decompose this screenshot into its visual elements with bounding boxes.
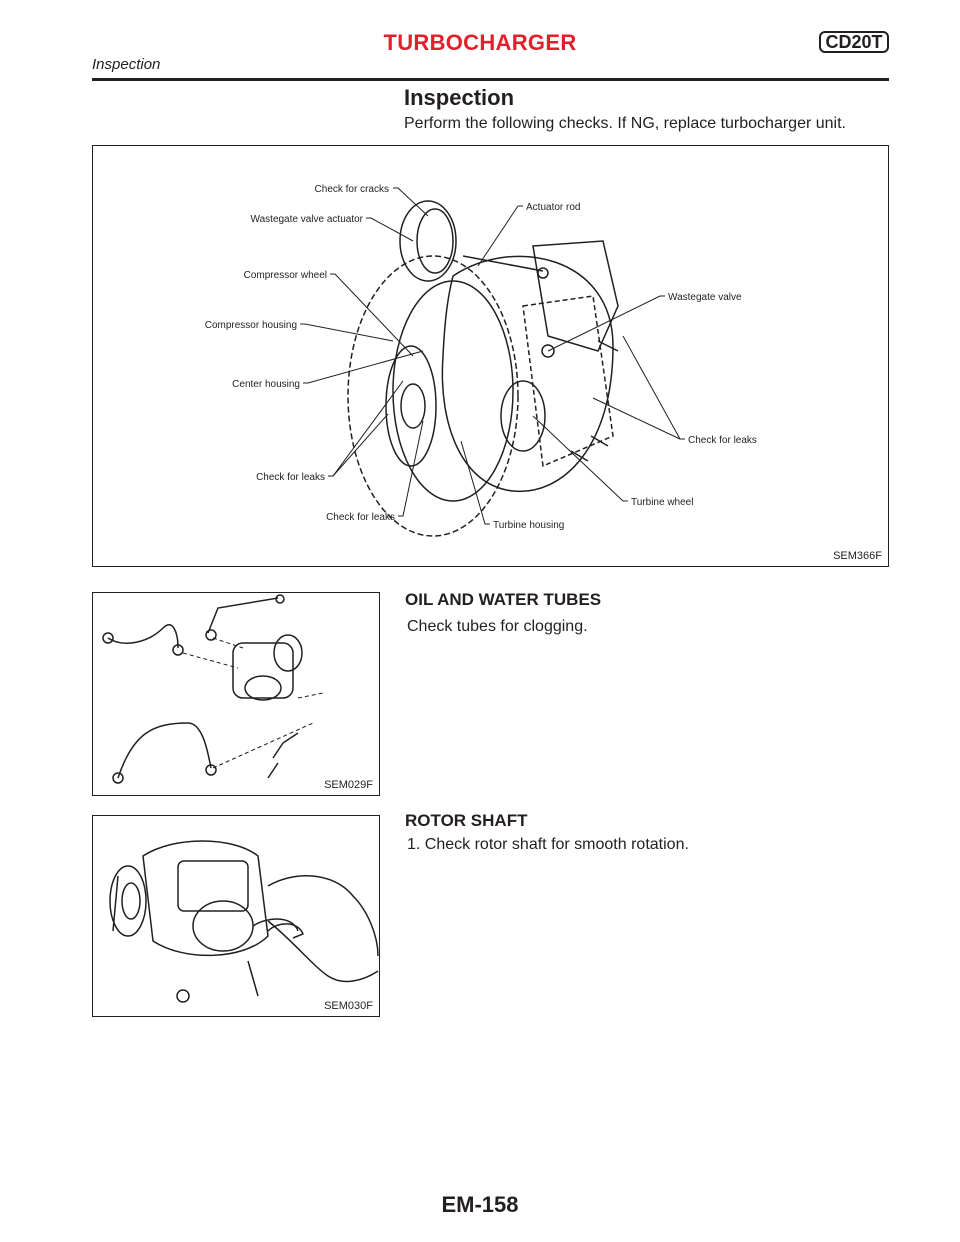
turbocharger-drawing xyxy=(93,146,888,566)
label-wastegate-actuator: Wastegate valve actuator xyxy=(250,214,363,225)
header-divider xyxy=(92,78,889,81)
oil-water-text: Check tubes for clogging. xyxy=(407,618,588,635)
rotor-shaft-figure xyxy=(92,815,380,1017)
label-actuator-rod: Actuator rod xyxy=(526,202,581,213)
figure-code: SEM029F xyxy=(324,779,373,791)
oil-water-tubes-drawing xyxy=(93,593,379,795)
model-code-badge: CD20T xyxy=(819,31,889,53)
label-turbine-wheel: Turbine wheel xyxy=(631,497,694,508)
rotor-shaft-step-1: 1. Check rotor shaft for smooth rotation. xyxy=(407,836,689,853)
label-turbine-housing: Turbine housing xyxy=(493,520,565,531)
label-compressor-housing: Compressor housing xyxy=(204,320,297,331)
label-center-housing: Center housing xyxy=(232,379,300,390)
intro-text: Perform the following checks. If NG, replace turbocharger unit. xyxy=(404,115,846,132)
rotor-shaft-drawing xyxy=(93,816,379,1016)
turbocharger-diagram xyxy=(92,145,889,567)
label-check-leaks-right: Check for leaks xyxy=(688,435,757,446)
section-title: TURBOCHARGER xyxy=(383,30,577,55)
page-title: Inspection xyxy=(404,85,515,110)
label-check-leaks-bottom: Check for leaks xyxy=(326,512,395,523)
subsection-label: Inspection xyxy=(92,56,161,73)
label-wastegate-valve: Wastegate valve xyxy=(668,292,742,303)
label-check-cracks: Check for cracks xyxy=(314,184,389,195)
label-check-leaks-left: Check for leaks xyxy=(256,472,325,483)
oil-water-tubes-figure xyxy=(92,592,380,796)
figure-code: SEM366F xyxy=(833,550,882,562)
figure-code: SEM030F xyxy=(324,1000,373,1012)
label-compressor-wheel: Compressor wheel xyxy=(243,270,327,281)
page-number: EM-158 xyxy=(441,1192,519,1217)
oil-water-heading: OIL AND WATER TUBES xyxy=(405,590,602,609)
rotor-shaft-heading: ROTOR SHAFT xyxy=(405,811,528,830)
